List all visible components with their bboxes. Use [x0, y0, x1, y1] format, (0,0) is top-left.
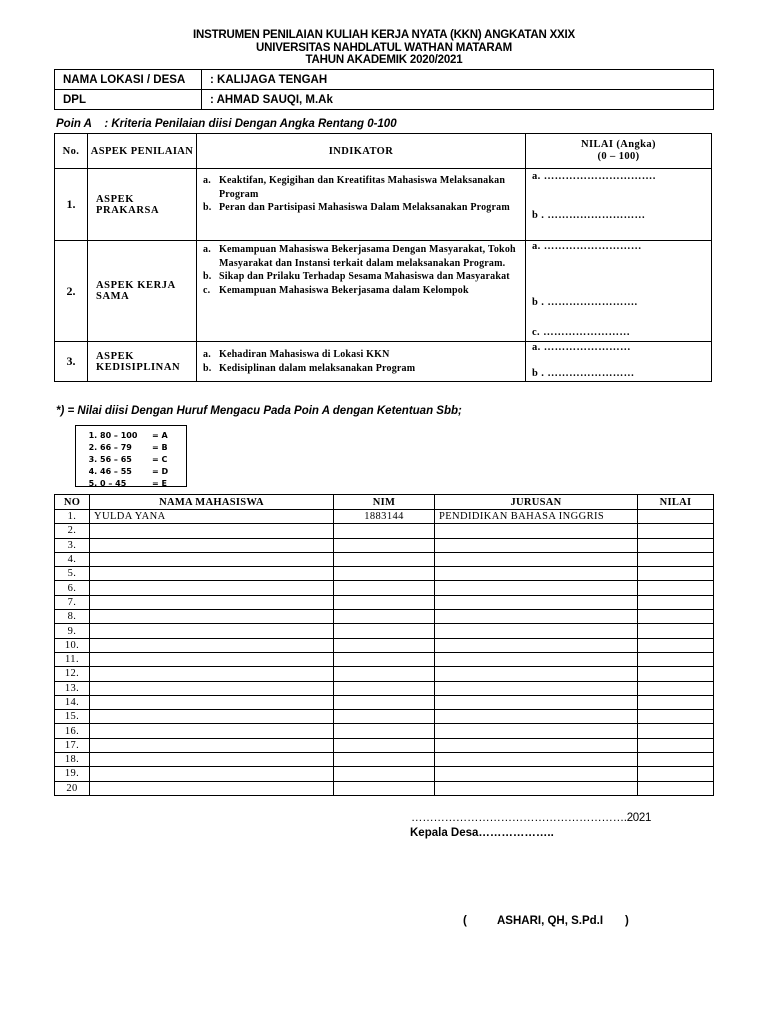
- student-jurusan: [435, 781, 638, 795]
- indikator-text: Kehadiran Mahasiswa di Lokasi KKN: [219, 349, 390, 360]
- student-row: [55, 567, 714, 581]
- criteria-header-aspek: ASPEK PENILAIAN: [88, 134, 197, 169]
- student-nim: [334, 753, 435, 767]
- grade-item: [100, 442, 186, 454]
- nilai-field[interactable]: a. ……………………: [532, 342, 631, 353]
- indikator-list: [197, 342, 525, 375]
- student-header-nim: NIM: [334, 495, 435, 510]
- student-nim: [334, 681, 435, 695]
- student-nilai[interactable]: [638, 724, 714, 738]
- student-name: [90, 595, 334, 609]
- student-name: [90, 738, 334, 752]
- location-table: [54, 69, 714, 110]
- student-nim: [334, 538, 435, 552]
- student-nilai[interactable]: [638, 524, 714, 538]
- student-nim: [334, 638, 435, 652]
- criteria-nilai: [526, 169, 712, 241]
- criteria-no: 2.: [55, 241, 88, 342]
- student-no: 3.: [55, 538, 90, 552]
- student-row: [55, 767, 714, 781]
- student-name: [90, 667, 334, 681]
- criteria-aspek: ASPEK KERJA SAMA: [88, 241, 197, 342]
- student-name: [90, 681, 334, 695]
- student-nilai[interactable]: [638, 710, 714, 724]
- dpl-label: DPL: [55, 90, 202, 110]
- student-name: [90, 538, 334, 552]
- criteria-no: 3.: [55, 342, 88, 382]
- student-nim: [334, 724, 435, 738]
- student-no: 4.: [55, 552, 90, 566]
- student-jurusan: [435, 738, 638, 752]
- student-no: 11.: [55, 652, 90, 666]
- grading-note: *) = Nilai diisi Dengan Huruf Mengacu Pada Poin A dengan Ketentuan Sbb;: [56, 405, 462, 417]
- grade-letter: = A: [152, 431, 168, 440]
- student-nilai[interactable]: [638, 595, 714, 609]
- student-header-row: [55, 495, 714, 510]
- student-no: 17.: [55, 738, 90, 752]
- student-nilai[interactable]: [638, 753, 714, 767]
- student-nim: [334, 552, 435, 566]
- nilai-field[interactable]: a. ………………………….: [532, 171, 656, 182]
- grade-letter: = B: [152, 443, 168, 452]
- signature-date: ………………………………………………….2021: [411, 812, 652, 824]
- student-nim: [334, 767, 435, 781]
- indikator-text: Kemampuan Mahasiswa Bekerjasama dalam Kelompok: [219, 284, 469, 296]
- indikator-item: [203, 270, 521, 284]
- header-academic-year: TAHUN AKADEMIK 2020/2021: [305, 54, 463, 66]
- student-name: [90, 624, 334, 638]
- student-row: [55, 624, 714, 638]
- student-jurusan: [435, 753, 638, 767]
- student-row: [55, 667, 714, 681]
- student-no: 16.: [55, 724, 90, 738]
- student-nilai[interactable]: [638, 738, 714, 752]
- student-row: [55, 681, 714, 695]
- criteria-header-no: No.: [55, 134, 88, 169]
- criteria-indikator: [197, 342, 526, 382]
- grade-letter: = D: [152, 467, 169, 476]
- nilai-field[interactable]: a. ………………………: [532, 241, 642, 252]
- student-no: 9.: [55, 624, 90, 638]
- student-jurusan: [435, 581, 638, 595]
- criteria-header-nilai: [526, 134, 712, 169]
- student-jurusan: [435, 595, 638, 609]
- grade-range: 80 – 100: [100, 431, 138, 440]
- indikator-list: [197, 241, 525, 297]
- indikator-letter: b.: [203, 202, 212, 213]
- student-no: 13.: [55, 681, 90, 695]
- indikator-letter: b.: [203, 362, 212, 374]
- document-header: [0, 29, 768, 67]
- student-name: [90, 581, 334, 595]
- student-nim: [334, 567, 435, 581]
- indikator-item: [203, 362, 521, 376]
- signature-open-paren: (: [463, 915, 467, 927]
- student-row: [55, 538, 714, 552]
- student-row: [55, 581, 714, 595]
- student-nilai[interactable]: [638, 781, 714, 795]
- criteria-row: [55, 169, 712, 241]
- student-row: [55, 738, 714, 752]
- student-jurusan: [435, 538, 638, 552]
- student-nim: [334, 652, 435, 666]
- student-no: 15.: [55, 710, 90, 724]
- grade-item: [100, 466, 186, 478]
- student-nim: [334, 595, 435, 609]
- grade-range: 56 – 65: [100, 455, 132, 464]
- student-nilai[interactable]: [638, 652, 714, 666]
- student-jurusan: [435, 695, 638, 709]
- criteria-aspek: ASPEK PRAKARSA: [88, 169, 197, 241]
- indikator-letter: a.: [203, 175, 211, 186]
- student-nilai[interactable]: [638, 567, 714, 581]
- nilai-field[interactable]: c. ……………………: [532, 327, 631, 338]
- nilai-field[interactable]: b . ……………………: [532, 368, 635, 379]
- student-no: 6.: [55, 581, 90, 595]
- criteria-indikator: [197, 169, 526, 241]
- grade-range: 46 – 55: [100, 467, 132, 476]
- student-no: 10.: [55, 638, 90, 652]
- criteria-no: 1.: [55, 169, 88, 241]
- student-jurusan: [435, 710, 638, 724]
- student-nilai[interactable]: [638, 767, 714, 781]
- indikator-item: [203, 284, 521, 298]
- indikator-text: Keaktifan, Kegigihan dan Kreatifitas Mahasiswa Melaksanakan Program: [219, 175, 506, 200]
- indikator-item: [203, 243, 521, 270]
- student-name: [90, 767, 334, 781]
- student-no: 18.: [55, 753, 90, 767]
- student-name: [90, 781, 334, 795]
- student-row: [55, 552, 714, 566]
- student-nilai[interactable]: [638, 624, 714, 638]
- student-row: [55, 710, 714, 724]
- location-row: [55, 70, 714, 90]
- student-jurusan: [435, 567, 638, 581]
- student-row: [55, 638, 714, 652]
- student-row: [55, 695, 714, 709]
- student-name: [90, 710, 334, 724]
- criteria-row: [55, 241, 712, 342]
- criteria-aspek: ASPEK KEDISIPLINAN: [88, 342, 197, 382]
- criteria-nilai: [526, 342, 712, 382]
- student-row: [55, 652, 714, 666]
- student-name: [90, 652, 334, 666]
- grade-letter: = C: [152, 455, 168, 464]
- signature-close-paren: ): [625, 915, 629, 927]
- student-nim: [334, 695, 435, 709]
- student-no: 19.: [55, 767, 90, 781]
- indikator-list: [197, 169, 525, 215]
- student-jurusan: [435, 681, 638, 695]
- indikator-item: [203, 348, 521, 362]
- student-name: [90, 552, 334, 566]
- criteria-header-indikator: INDIKATOR: [197, 134, 526, 169]
- grade-scale-box: [75, 425, 187, 487]
- student-jurusan: [435, 638, 638, 652]
- student-jurusan: PENDIDIKAN BAHASA INGGRIS: [435, 510, 638, 524]
- student-row: [55, 610, 714, 624]
- student-jurusan: [435, 767, 638, 781]
- criteria-table: [54, 133, 712, 382]
- student-no: 14.: [55, 695, 90, 709]
- student-nilai[interactable]: [638, 538, 714, 552]
- student-name: [90, 724, 334, 738]
- signature-kepala-desa: Kepala Desa………………..: [410, 827, 554, 839]
- student-header-nilai: NILAI: [638, 495, 714, 510]
- student-table: [54, 494, 714, 796]
- student-name: [90, 610, 334, 624]
- student-name: [90, 567, 334, 581]
- student-header-jurusan: JURUSAN: [435, 495, 638, 510]
- indikator-letter: b.: [203, 271, 212, 282]
- student-name: [90, 524, 334, 538]
- indikator-item: [203, 174, 521, 201]
- student-no: 12.: [55, 667, 90, 681]
- student-nilai[interactable]: [638, 667, 714, 681]
- student-header-nama: NAMA MAHASISWA: [90, 495, 334, 510]
- student-name: [90, 638, 334, 652]
- poin-a-note: Poin A : Kriteria Penilaian diisi Dengan Angka Rentang 0-100: [56, 118, 397, 130]
- indikator-letter: a.: [203, 244, 211, 255]
- student-row: [55, 724, 714, 738]
- student-header-no: NO: [55, 495, 90, 510]
- student-name: YULDA YANA: [90, 510, 334, 524]
- indikator-text: Kedisiplinan dalam melaksanakan Program: [219, 362, 416, 374]
- student-no: 8.: [55, 610, 90, 624]
- grade-scale-list: [76, 430, 186, 490]
- student-nim: [334, 581, 435, 595]
- criteria-nilai: [526, 241, 712, 342]
- location-label: NAMA LOKASI / DESA: [55, 70, 202, 90]
- header-title: INSTRUMEN PENILAIAN KULIAH KERJA NYATA (KKN) ANGKATAN XXIX: [193, 29, 575, 41]
- student-jurusan: [435, 610, 638, 624]
- criteria-row: [55, 342, 712, 382]
- student-no: 20: [55, 781, 90, 795]
- student-nilai[interactable]: [638, 638, 714, 652]
- student-nilai[interactable]: [638, 695, 714, 709]
- student-no: 1.: [55, 510, 90, 524]
- indikator-text: Kemampuan Mahasiswa Bekerjasama Dengan Masyarakat, Tokoh Masyarakat dan Instansi terkait dalam melaksanakan Program.: [219, 244, 516, 269]
- student-name: [90, 753, 334, 767]
- dpl-row: [55, 90, 714, 110]
- grade-item: [100, 430, 186, 442]
- student-row: [55, 524, 714, 538]
- student-nim: [334, 710, 435, 724]
- student-jurusan: [435, 624, 638, 638]
- student-nilai[interactable]: [638, 510, 714, 524]
- indikator-text: Sikap dan Prilaku Terhadap Sesama Mahasiswa dan Masyarakat: [219, 271, 510, 282]
- student-nim: 1883144: [334, 510, 435, 524]
- student-name: [90, 695, 334, 709]
- indikator-letter: c.: [203, 284, 211, 296]
- student-nim: [334, 738, 435, 752]
- nilai-field[interactable]: b . …………………….: [532, 297, 638, 308]
- dpl-value: : AHMAD SAUQI, M.Ak: [202, 90, 714, 110]
- student-nim: [334, 781, 435, 795]
- student-no: 5.: [55, 567, 90, 581]
- student-row: [55, 510, 714, 524]
- grade-item: [100, 478, 186, 490]
- indikator-item: [203, 201, 521, 215]
- criteria-header-row: [55, 134, 712, 169]
- header-university: UNIVERSITAS NAHDLATUL WATHAN MATARAM: [256, 41, 512, 54]
- grade-range: 0 – 45: [100, 479, 127, 488]
- grade-item: [100, 454, 186, 466]
- student-jurusan: [435, 667, 638, 681]
- student-jurusan: [435, 652, 638, 666]
- student-no: 7.: [55, 595, 90, 609]
- student-row: [55, 753, 714, 767]
- student-nilai[interactable]: [638, 681, 714, 695]
- student-jurusan: [435, 552, 638, 566]
- indikator-text: Peran dan Partisipasi Mahasiswa Dalam Melaksanakan Program: [219, 202, 510, 213]
- student-nilai[interactable]: [638, 610, 714, 624]
- student-jurusan: [435, 524, 638, 538]
- nilai-header-line1: NILAI (Angka): [581, 139, 656, 150]
- student-nim: [334, 610, 435, 624]
- student-nilai[interactable]: [638, 552, 714, 566]
- grade-letter: = E: [152, 479, 167, 488]
- student-nim: [334, 667, 435, 681]
- student-nilai[interactable]: [638, 581, 714, 595]
- student-row: [55, 595, 714, 609]
- criteria-indikator: [197, 241, 526, 342]
- grade-range: 66 – 79: [100, 443, 132, 452]
- location-value: : KALIJAGA TENGAH: [202, 70, 714, 90]
- student-nim: [334, 524, 435, 538]
- student-nim: [334, 624, 435, 638]
- nilai-header-line2: (0 – 100): [597, 151, 640, 162]
- student-jurusan: [435, 724, 638, 738]
- indikator-letter: a.: [203, 349, 211, 360]
- signature-name: ASHARI, QH, S.Pd.I: [497, 915, 604, 927]
- student-no: 2.: [55, 524, 90, 538]
- nilai-field[interactable]: b . ………………………: [532, 210, 646, 221]
- student-row: [55, 781, 714, 795]
